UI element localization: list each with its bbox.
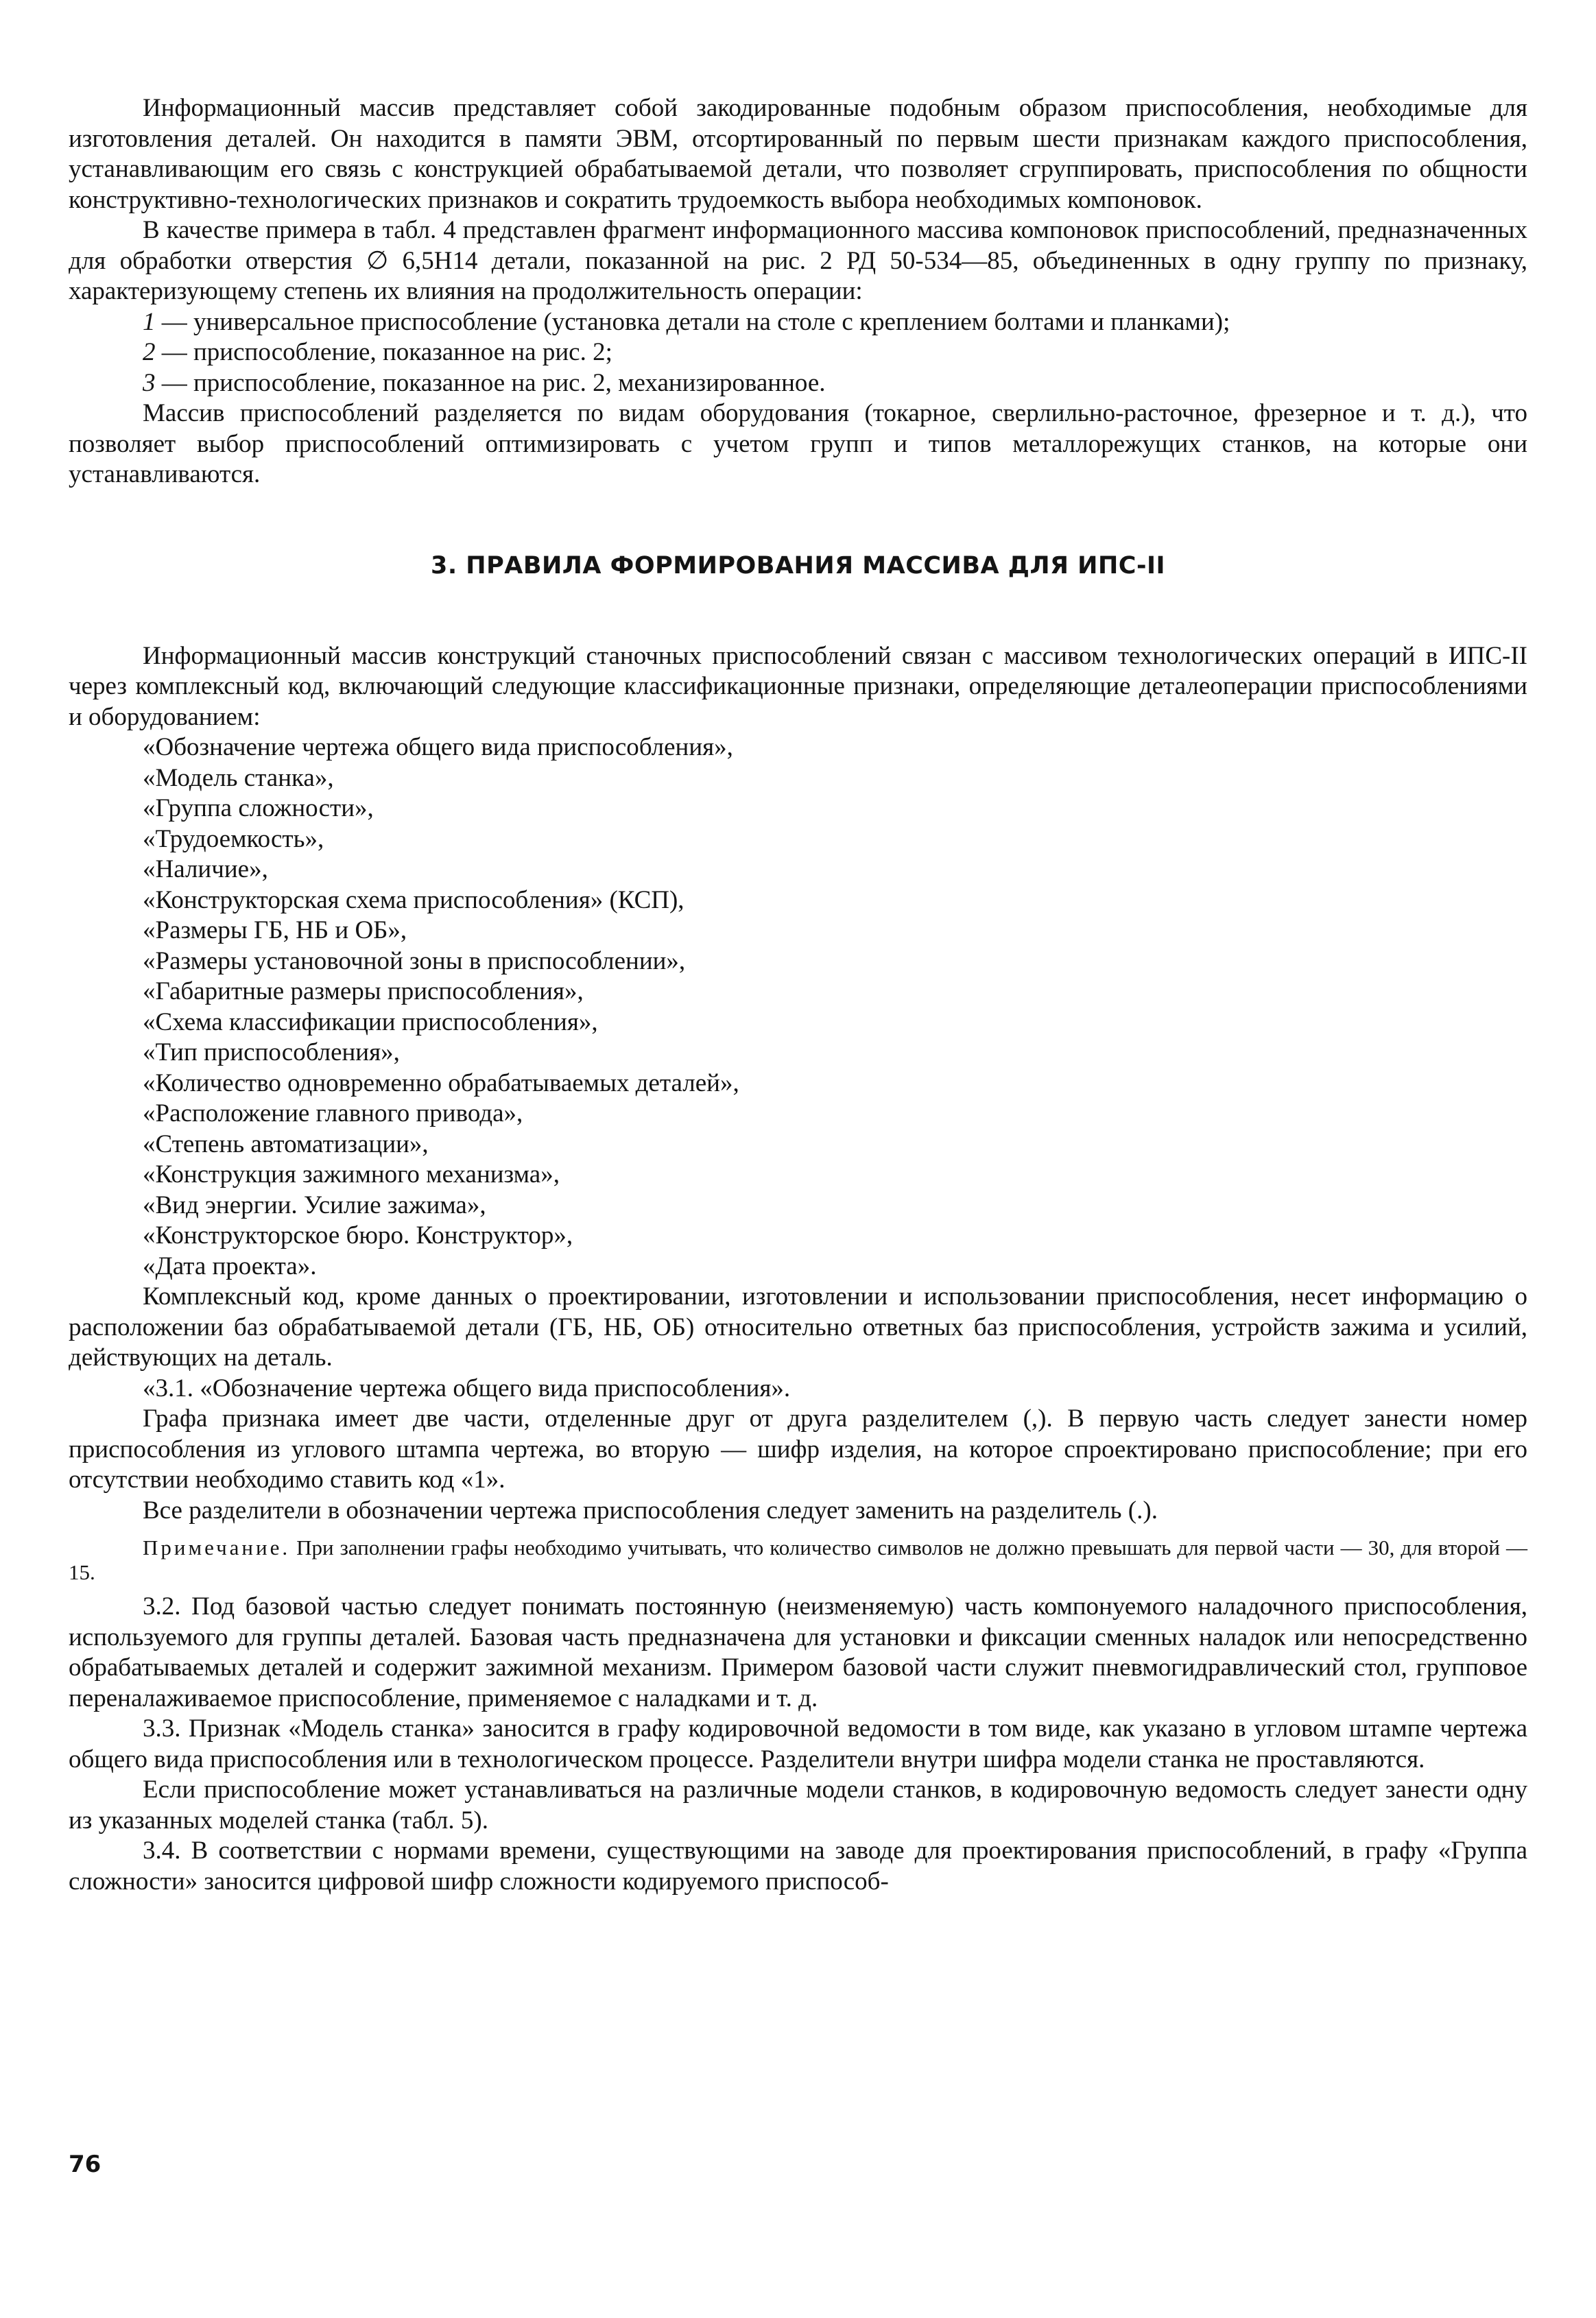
- feature-item: «Расположение главного привода»,: [143, 1099, 523, 1127]
- clause-3-4: 3.4. В соответствии с нормами времени, существующими на заводе для проектирования приспособлений, в графу «Группа сложности» заносится цифровой шифр сложности кодируемого приспособ-: [69, 1837, 1527, 1896]
- feature-item: «Конструкция зажимного механизма»,: [143, 1160, 560, 1188]
- feature-item: «Дата проекта».: [143, 1252, 317, 1280]
- note-text: При заполнении графы необходимо учитывать, что количество символов не должно превышать для первой части — 30, для второй — 15.: [69, 1536, 1527, 1584]
- feature-item: «Размеры установочной зоны в приспособлении»,: [143, 946, 686, 975]
- list-item-number: 3: [143, 368, 156, 397]
- clause-3-1: «3.1. «Обозначение чертежа общего вида приспособления».: [143, 1374, 791, 1402]
- feature-item: «Количество одновременно обрабатываемых деталей»,: [143, 1068, 739, 1097]
- list-item: [69, 337, 1527, 368]
- feature-item: «Трудоемкость»,: [143, 824, 324, 853]
- list-item-number: 1: [143, 307, 156, 336]
- feature-item: «Схема классификации приспособления»,: [143, 1007, 598, 1036]
- list-item-text: — универсальное приспособление (установка детали на столе с креплением болтами и планками);: [155, 307, 1230, 336]
- intro-paragraph-1: Информационный массив представляет собой закодированные подобным образом приспособления, необходимые для изготовления деталей. Он находится в памяти ЭВМ, отсортированный по первым шести признакам каждого приспособления, устанавливающим его связь с конструкцией обрабатываемой детали, что позволяет сгруппировать, приспособления по общности конструктивно-технологических признаков и сократить трудоемкость выбора необходимых компоновок.: [69, 94, 1527, 214]
- feature-item: «Конструкторская схема приспособления» (КСП),: [143, 885, 684, 914]
- section-paragraph-5: Все разделители в обозначении чертежа приспособления следует заменить на разделитель (.).: [143, 1496, 1158, 1525]
- feature-item: «Группа сложности»,: [143, 794, 374, 822]
- feature-item: «Конструкторское бюро. Конструктор»,: [143, 1221, 573, 1250]
- feature-item: «Степень автоматизации»,: [143, 1130, 429, 1158]
- section-paragraph-6: Если приспособление может устанавливаться на различные модели станков, в кодировочную ведомость следует занести одну из указанных моделей станка (табл. 5).: [69, 1776, 1527, 1835]
- list-item: [69, 368, 1527, 399]
- section-paragraph-4: Графа признака имеет две части, отделенные друг от друга разделителем (,). В первую часть следует занести номер приспособления из углового штампа чертежа, во вторую — шифр изделия, на которое спроектировано приспособление; при его отсутствии необходимо ставить код «1».: [69, 1405, 1527, 1494]
- feature-item: «Модель станка»,: [143, 763, 334, 792]
- intro-paragraph-3: Массив приспособлений разделяется по видам оборудования (токарное, сверлильно-расточное, фрезерное и т. д.), что позволяет выбор приспособлений оптимизировать с учетом групп и типов металлорежущих станков, на которые они устанавливаются.: [69, 399, 1527, 488]
- section-paragraph-2: Комплексный код, кроме данных о проектировании, изготовлении и использовании приспособления, несет информацию о расположении баз обрабатываемой детали (ГБ, НБ, ОБ) относительно ответных баз приспособления, устройств зажима и усилий, действующих на деталь.: [69, 1282, 1527, 1372]
- list-item-number: 2: [143, 338, 156, 366]
- section-paragraph-1: Информационный массив конструкций станочных приспособлений связан с массивом технологических операций в ИПС-II через комплексный код, включающий следующие классификационные признаки, определяющие деталеоперации приспособлениями и оборудованием:: [69, 641, 1527, 731]
- note: [69, 1536, 1527, 1585]
- intro-paragraph-2: В качестве примера в табл. 4 представлен фрагмент информационного массива компоновок приспособлений, предназначенных для обработки отверстия ∅ 6,5Н14 детали, показанной на рис. 2 РД 50-534—85, объединенных в одну группу по признаку, характеризующему степень их влияния на продолжительность операции:: [69, 216, 1527, 305]
- feature-item: «Тип приспособления»,: [143, 1038, 400, 1066]
- clause-3-2: 3.2. Под базовой частью следует понимать постоянную (неизменяемую) часть компонуемого наладочного приспособления, используемого для группы деталей. Базовая часть предназначена для установки и фиксации сменных наладок или непосредственно обрабатываемых деталей и содержит зажимной механизм. Примером базовой части служит пневмогидравлический стол, групповое переналаживаемое приспособление, применяемое с наладками и т. д.: [69, 1592, 1527, 1712]
- list-item-text: — приспособление, показанное на рис. 2;: [155, 338, 612, 366]
- feature-item: «Габаритные размеры приспособления»,: [143, 977, 584, 1005]
- feature-item: «Размеры ГБ, НБ и ОБ»,: [143, 916, 407, 944]
- list-item: [69, 307, 1527, 338]
- section-heading: 3. ПРАВИЛА ФОРМИРОВАНИЯ МАССИВА ДЛЯ ИПС-II: [430, 551, 1166, 580]
- clause-3-3: 3.3. Признак «Модель станка» заносится в графу кодировочной ведомости в том виде, как указано в угловом штампе чертежа общего вида приспособления или в технологическом процессе. Разделители внутри шифра модели станка не проставляются.: [69, 1714, 1527, 1773]
- page-number: 76: [69, 2151, 102, 2178]
- note-label: Примечание.: [143, 1536, 291, 1560]
- list-item-text: — приспособление, показанное на рис. 2, механизированное.: [155, 368, 826, 397]
- feature-item: «Обозначение чертежа общего вида приспособления»,: [143, 733, 733, 761]
- feature-item: «Вид энергии. Усилие зажима»,: [143, 1191, 486, 1219]
- page-content: [69, 93, 1527, 1897]
- feature-list: [69, 732, 1527, 1282]
- feature-item: «Наличие»,: [143, 855, 268, 883]
